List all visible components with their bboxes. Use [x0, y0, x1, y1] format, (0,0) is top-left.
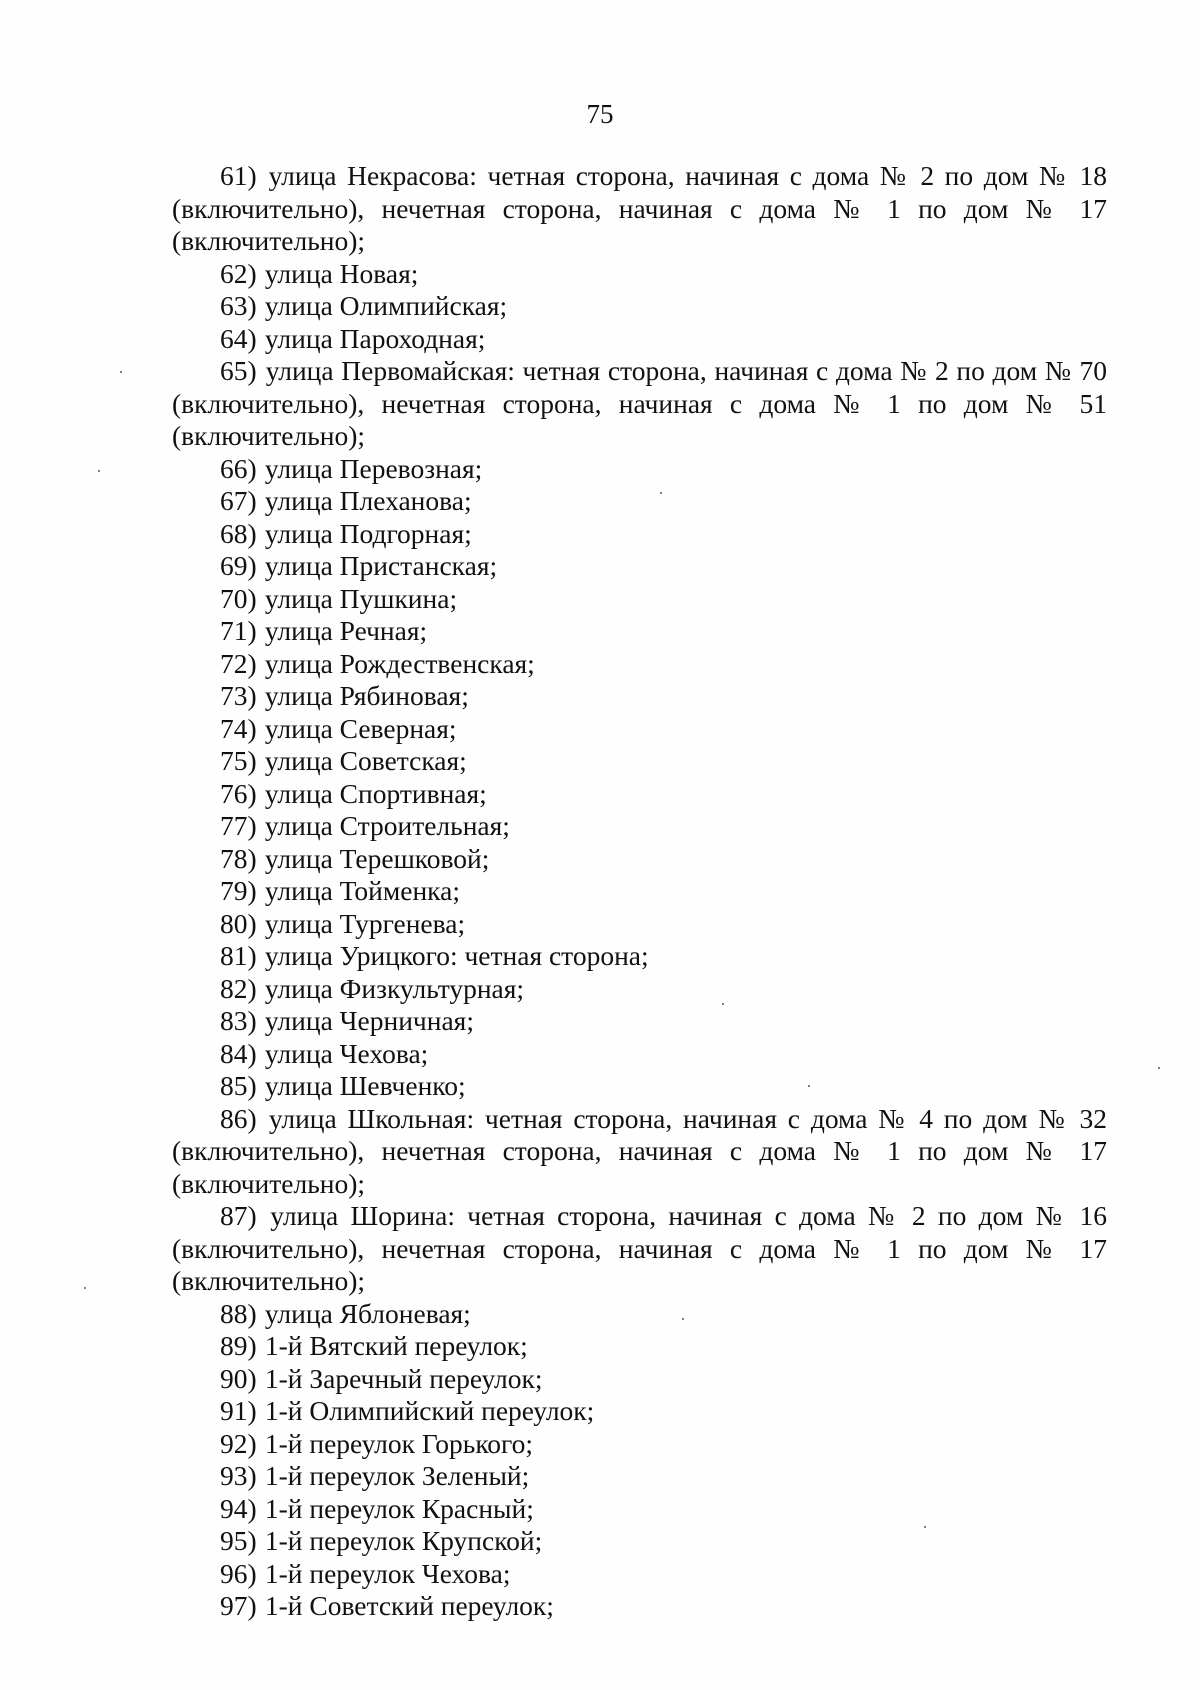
item-text: улица Физкультурная; [264, 972, 525, 1004]
list-item [172, 290, 1107, 323]
item-number: 71) [220, 615, 257, 646]
item-number: 92) [220, 1427, 257, 1459]
list-item [172, 1493, 1107, 1526]
item-text: улица Черничная; [264, 1005, 474, 1036]
item-number: 73) [220, 680, 257, 711]
item-text: улица Пароходная; [264, 322, 486, 354]
page-number: 75 [586, 99, 614, 129]
list-item [172, 1558, 1107, 1591]
item-number: 69) [220, 550, 257, 581]
item-text: улица Пристанская; [264, 550, 498, 581]
list-item [172, 1525, 1107, 1558]
list-item [172, 778, 1107, 811]
list-item [172, 1460, 1107, 1493]
list-item [172, 1363, 1107, 1396]
scan-speck [660, 492, 662, 494]
item-number: 70) [220, 582, 257, 614]
list-item [172, 1200, 1107, 1298]
list-item [172, 843, 1107, 876]
list-item [172, 615, 1107, 648]
item-text: 1-й переулок Чехова; [264, 1557, 511, 1589]
item-number: 75) [220, 745, 257, 776]
item-number: 88) [220, 1297, 257, 1329]
item-text: улица Шевченко; [264, 1070, 466, 1101]
scan-speck [84, 1287, 86, 1289]
item-number: 67) [220, 485, 257, 516]
item-text: 1-й Вятский переулок; [264, 1330, 528, 1361]
list-item [172, 1070, 1107, 1103]
item-number: 72) [220, 647, 257, 679]
list-item [172, 1590, 1107, 1623]
item-text: 1-й переулок Крупской; [264, 1525, 543, 1556]
scan-speck [682, 1318, 684, 1320]
item-text: улица Новая; [264, 257, 419, 289]
item-number: 62) [220, 257, 257, 289]
item-text: улица Урицкого: четная сторона; [264, 940, 649, 971]
list-item [172, 485, 1107, 518]
item-text: улица Пушкина; [264, 582, 458, 614]
list-item [172, 323, 1107, 356]
scan-speck [924, 1526, 926, 1528]
item-text: улица Школьная: четная сторона, начиная с дома № 4 по дом № 32 (включительно), нечетная сторона, начиная с дома № 1 по дом № 17 (включительно); [172, 1102, 1107, 1199]
item-number: 93) [220, 1460, 257, 1491]
item-number: 81) [220, 940, 257, 971]
list-item [172, 453, 1107, 486]
scan-speck [120, 371, 122, 373]
item-number: 89) [220, 1330, 257, 1361]
item-number: 85) [220, 1070, 257, 1101]
item-number: 94) [220, 1492, 257, 1524]
item-number: 76) [220, 777, 257, 809]
item-text: улица Северная; [264, 712, 457, 744]
list-item [172, 1298, 1107, 1331]
list-item [172, 1103, 1107, 1201]
item-text: 1-й переулок Красный; [264, 1492, 534, 1524]
item-text: улица Олимпийская; [264, 290, 508, 321]
item-text: 1-й переулок Горького; [264, 1427, 534, 1459]
item-number: 97) [220, 1590, 257, 1621]
item-text: улица Плеханова; [264, 485, 472, 516]
item-number: 68) [220, 517, 257, 549]
list-item [172, 908, 1107, 941]
item-text: 1-й переулок Зеленый; [264, 1460, 530, 1491]
item-number: 96) [220, 1557, 257, 1589]
item-text: улица Первомайская: четная сторона, начиная с дома № 2 по дом № 70 (включительно), нечетная сторона, начиная с дома № 1 по дом № 51 (включительно); [172, 355, 1108, 451]
item-text: улица Рождественская; [264, 647, 535, 679]
item-number: 91) [220, 1395, 257, 1426]
item-text: улица Строительная; [264, 810, 510, 841]
list-item [172, 550, 1107, 583]
list-item [172, 745, 1107, 778]
list-item [172, 160, 1107, 258]
list-item [172, 1330, 1107, 1363]
list-item [172, 583, 1107, 616]
scan-speck [98, 470, 100, 472]
list-item [172, 355, 1107, 453]
item-number: 95) [220, 1525, 257, 1556]
list-item [172, 680, 1107, 713]
scan-speck [808, 1085, 810, 1087]
list-item [172, 973, 1107, 1006]
item-number: 80) [220, 907, 257, 939]
item-text: улица Перевозная; [264, 452, 483, 484]
item-number: 74) [220, 712, 257, 744]
item-number: 83) [220, 1005, 257, 1036]
item-number: 77) [220, 810, 257, 841]
item-number: 66) [220, 452, 257, 484]
list-item [172, 1038, 1107, 1071]
item-text: улица Некрасова: четная сторона, начиная с дома № 2 по дом № 18 (включительно), нечетная сторона, начиная с дома № 1 по дом № 17 (включительно); [172, 160, 1107, 256]
item-number: 61) [220, 160, 257, 191]
list-item [172, 713, 1107, 746]
item-text: 1-й Советский переулок; [264, 1590, 554, 1621]
item-text: улица Подгорная; [264, 517, 472, 549]
item-number: 90) [220, 1362, 257, 1394]
item-number: 87) [220, 1200, 257, 1231]
item-text: 1-й Заречный переулок; [264, 1362, 543, 1394]
item-text: улица Советская; [264, 745, 467, 776]
scan-speck [722, 1003, 724, 1005]
item-text: улица Терешковой; [264, 842, 490, 874]
list-item [172, 258, 1107, 291]
item-number: 86) [220, 1102, 257, 1134]
item-number: 65) [220, 355, 257, 386]
item-text: улица Рябиновая; [264, 680, 469, 711]
item-text: улица Речная; [264, 615, 428, 646]
street-list [172, 160, 1107, 1623]
list-item [172, 810, 1107, 843]
item-number: 64) [220, 322, 257, 354]
item-text: улица Чехова; [264, 1037, 429, 1069]
list-item [172, 1428, 1107, 1461]
list-item [172, 518, 1107, 551]
item-number: 79) [220, 875, 257, 906]
list-item [172, 875, 1107, 908]
item-text: 1-й Олимпийский переулок; [264, 1395, 595, 1426]
item-number: 84) [220, 1037, 257, 1069]
list-item [172, 1005, 1107, 1038]
item-text: улица Тургенева; [264, 907, 466, 939]
item-text: улица Шорина: четная сторона, начиная с дома № 2 по дом № 16 (включительно), нечетная сторона, начиная с дома № 1 по дом № 17 (включительно); [172, 1200, 1107, 1296]
item-text: улица Яблоневая; [264, 1297, 471, 1329]
list-item [172, 1395, 1107, 1428]
item-number: 78) [220, 842, 257, 874]
item-number: 82) [220, 972, 257, 1004]
list-item [172, 648, 1107, 681]
item-text: улица Тойменка; [264, 875, 460, 906]
item-text: улица Спортивная; [264, 777, 487, 809]
item-number: 63) [220, 290, 257, 321]
list-item [172, 940, 1107, 973]
scan-speck [1158, 1067, 1160, 1069]
